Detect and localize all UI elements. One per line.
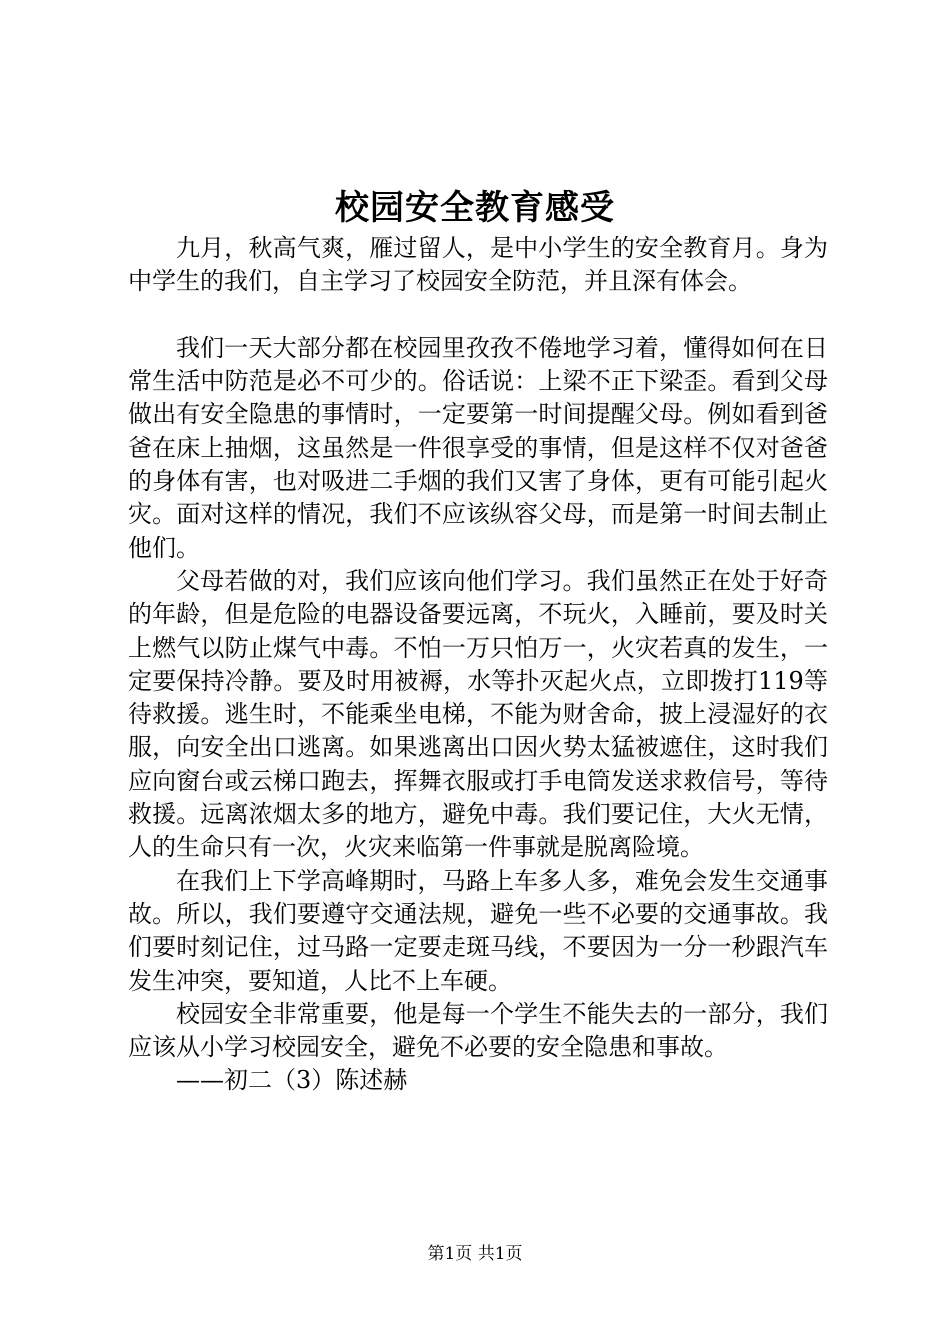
document-body <box>128 232 828 1098</box>
paragraph-intro: 九月，秋高气爽，雁过留人，是中小学生的安全教育月。身为中学生的我们，自主学习了校园安全防范，并且深有体会。 <box>128 234 828 296</box>
page-footer: 第1页 共1页 <box>427 1244 523 1264</box>
paragraph-daily-prevention: 我们一天大部分都在校园里孜孜不倦地学习着，懂得如何在日常生活中防范是必不可少的。俗话说：上梁不正下梁歪。看到父母做出有安全隐患的事情时，一定要第一时间提醒父母。例如看到爸爸在床上抽烟，这虽然是一件很享受的事情，但是这样不仅对爸爸的身体有害，也对吸进二手烟的我们又害了身体，更有可能引起火灾。面对这样的情况，我们不应该纵容父母，而是第一时间去制止他们。 <box>128 333 828 562</box>
paragraph-fire-safety: 父母若做的对，我们应该向他们学习。我们虽然正在处于好奇的年龄，但是危险的电器设备要远离，不玩火，入睡前，要及时关上燃气以防止煤气中毒。不怕一万只怕万一，火灾若真的发生，一定要保持冷静。要及时用被褥，水等扑灭起火点，立即拨打119等待救援。逃生时，不能乘坐电梯，不能为财舍命，披上浸湿好的衣服，向安全出口逃离。如果逃离出口因火势太猛被遮住，这时我们应向窗台或云梯口跑去，挥舞衣服或打手电筒发送求救信号，等待救援。远离浓烟太多的地方，避免中毒。我们要记住，大火无情，人的生命只有一次，火灾来临第一件事就是脱离险境。 <box>128 566 828 862</box>
author-signature: ——初二（3）陈述赫 <box>176 1066 408 1095</box>
paragraph-conclusion: 校园安全非常重要，他是每一个学生不能失去的一部分，我们应该从小学习校园安全，避免不必要的安全隐患和事故。 <box>128 999 828 1062</box>
document-title: 校园安全教育感受 <box>335 188 615 228</box>
paragraph-traffic-safety: 在我们上下学高峰期时，马路上车多人多，难免会发生交通事故。所以，我们要遵守交通法规，避免一些不必要的交通事故。我们要时刻记住，过马路一定要走斑马线，不要因为一分一秒跟汽车发生冲突，要知道，人比不上车硬。 <box>128 866 828 995</box>
